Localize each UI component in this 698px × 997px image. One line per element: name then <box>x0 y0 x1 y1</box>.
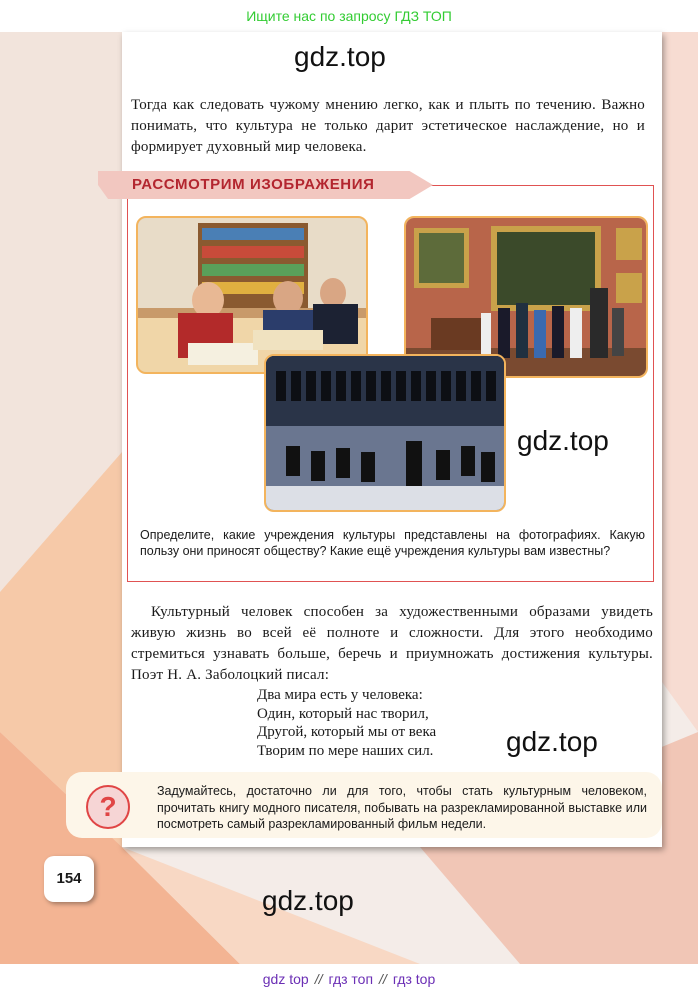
section-header <box>98 171 433 199</box>
poem-line: Творим по мере наших сил. <box>257 742 434 759</box>
section-title: РАССМОТРИМ ИЗОБРАЖЕНИЯ <box>132 176 375 193</box>
main-paragraph: Культурный человек способен за художественными образами увидеть живую жизнь во всей её полноте и сложности. Для этого необходимо стремиться узнавать больше, беречь и приумножать достижения культуры. Поэт Н. А. Заболоцкий писал: <box>131 604 653 683</box>
poem <box>257 686 436 760</box>
watermark: gdz.top <box>294 41 386 72</box>
footer-link[interactable]: гдз top <box>392 971 436 987</box>
top-banner[interactable]: Ищите нас по запросу ГДЗ ТОП <box>0 0 698 32</box>
intro-paragraph: Тогда как следовать чужому мнению легко, как и плыть по течению. Важно понимать, что культура не только дарит эстетическое наслаждение, но и формирует духовный мир человека. <box>131 97 645 155</box>
poem-line: Два мира есть у человека: <box>257 687 423 703</box>
page-number: 154 <box>44 856 94 902</box>
footer-separator: // <box>314 971 323 987</box>
footer-link[interactable]: gdz top <box>262 971 309 987</box>
watermark: gdz.top <box>506 726 598 757</box>
footer <box>0 964 698 997</box>
watermark: gdz.top <box>517 425 609 456</box>
poem-line: Один, который нас творил, <box>257 705 429 722</box>
question-mark-icon: ? <box>86 785 130 829</box>
watermark: gdz.top <box>262 885 354 916</box>
question-text: Задумайтесь, достаточно ли для того, чтобы стать культурным человеком, прочитать книгу модного писателя, побывать на разрекламированной выставке или посмотреть самый разрекламированный фильм недели. <box>157 784 647 831</box>
footer-separator: // <box>379 971 387 987</box>
library-photo <box>136 216 368 374</box>
section-caption: Определите, какие учреждения культуры представлены на фотографиях. Какую пользу они приносят обществу? Какие ещё учреждения культуры вам известны? <box>140 528 645 558</box>
footer-link[interactable]: гдз топ <box>328 971 374 987</box>
poem-line: Другой, который мы от века <box>257 724 437 740</box>
orchestra-photo <box>264 354 506 512</box>
